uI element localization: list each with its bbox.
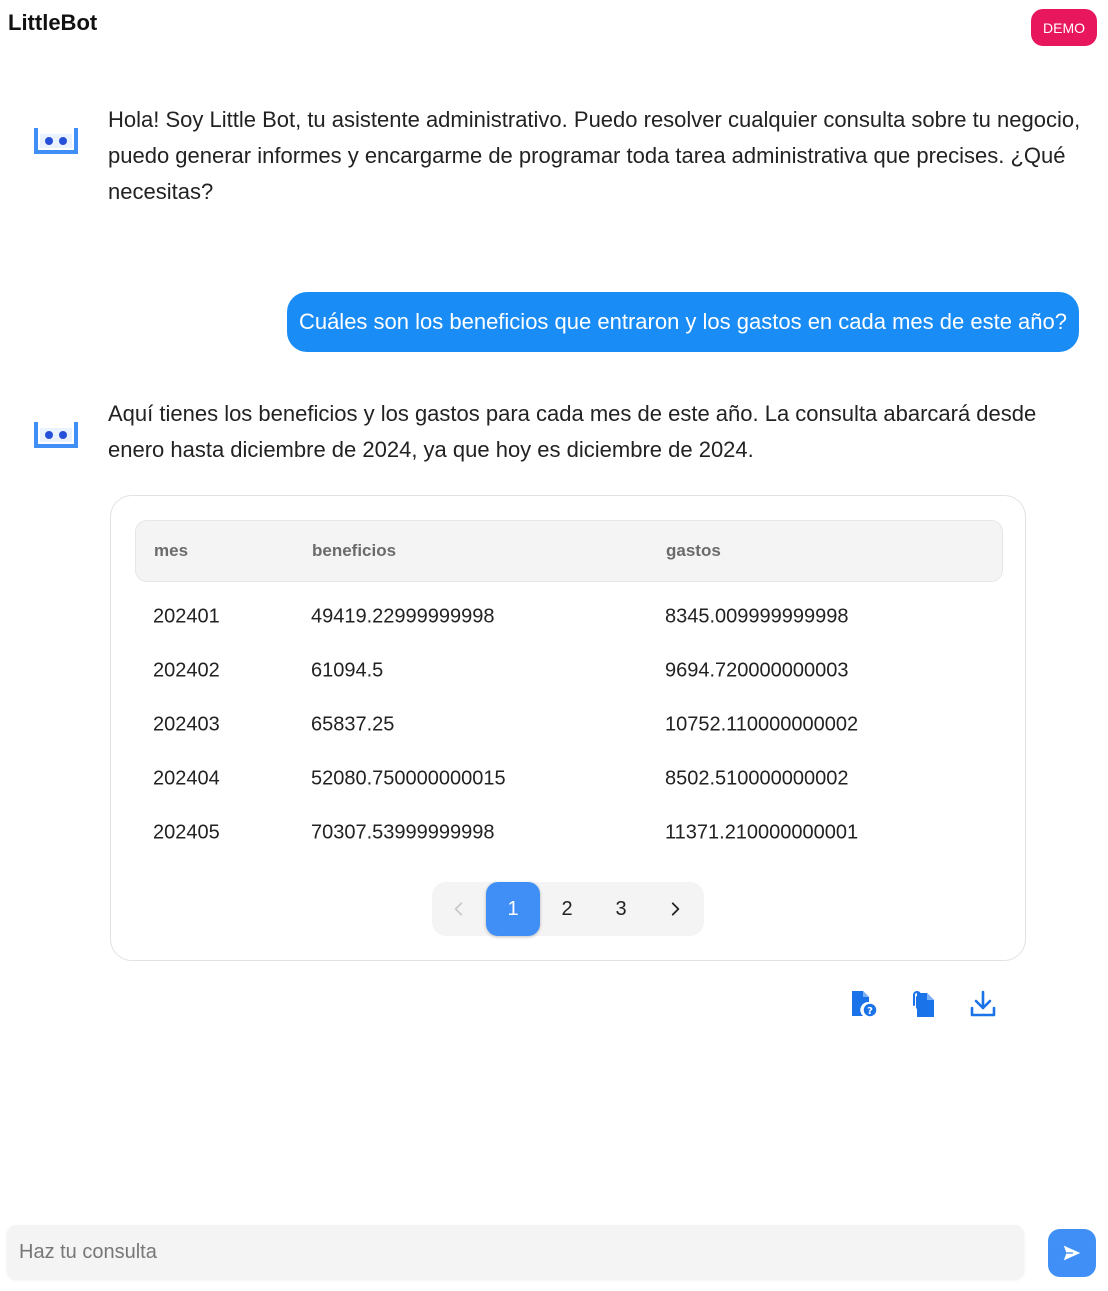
cell-gastos: 10752.110000000002 — [665, 713, 859, 736]
bot-message — [34, 102, 1084, 210]
column-header-gastos[interactable]: gastos — [666, 541, 721, 560]
page-button-2[interactable]: 2 — [561, 897, 573, 920]
query-input[interactable] — [7, 1225, 1024, 1279]
copy-button[interactable] — [905, 986, 941, 1022]
cell-mes: 202403 — [153, 713, 220, 736]
demo-badge[interactable]: DEMO — [1031, 9, 1097, 46]
column-header-mes[interactable]: mes — [154, 541, 189, 560]
cell-beneficios: 65837.25 — [311, 713, 395, 736]
page-button-3[interactable]: 3 — [615, 897, 627, 920]
download-icon — [967, 988, 999, 1020]
chevron-left-icon — [450, 900, 468, 918]
column-header-beneficios[interactable]: beneficios — [312, 541, 397, 560]
cell-gastos: 9694.720000000003 — [665, 659, 849, 682]
bot-avatar-icon — [34, 416, 78, 452]
message-actions — [845, 986, 1001, 1022]
send-icon — [1061, 1242, 1083, 1264]
pagination — [432, 882, 704, 936]
app-title: LittleBot — [8, 10, 98, 35]
table-row — [135, 590, 1003, 644]
cell-beneficios: 70307.53999999998 — [311, 821, 495, 844]
user-message-bubble: Cuáles son los beneficios que entraron y los gastos en cada mes de este año? — [287, 292, 1079, 352]
cell-gastos: 8502.510000000002 — [665, 767, 849, 790]
send-button[interactable] — [1048, 1229, 1096, 1277]
svg-text:?: ? — [867, 1006, 873, 1017]
cell-mes: 202404 — [153, 767, 220, 790]
table-row — [135, 644, 1003, 698]
chevron-right-icon — [666, 900, 684, 918]
cell-mes: 202405 — [153, 821, 220, 844]
page-button-1[interactable]: 1 — [486, 882, 540, 936]
bot-message — [34, 396, 1084, 468]
results-table-card — [110, 495, 1026, 961]
copy-document-icon — [907, 988, 939, 1020]
prev-page-button[interactable] — [432, 882, 486, 936]
next-page-button[interactable] — [648, 882, 702, 936]
cell-beneficios: 61094.5 — [311, 659, 384, 682]
cell-mes: 202402 — [153, 659, 220, 682]
table-body — [135, 590, 1003, 860]
cell-mes: 202401 — [153, 605, 220, 628]
file-question-icon — [847, 988, 879, 1020]
table-row — [135, 752, 1003, 806]
table-row — [135, 806, 1003, 860]
download-button[interactable] — [965, 986, 1001, 1022]
cell-gastos: 11371.210000000001 — [665, 821, 859, 844]
table-row — [135, 698, 1003, 752]
cell-beneficios: 49419.22999999998 — [311, 605, 495, 628]
cell-beneficios: 52080.750000000015 — [311, 767, 506, 790]
table-header — [135, 520, 1003, 582]
bot-message-text: Aquí tienes los beneficios y los gastos para cada mes de este año. La consulta abarcará desde enero hasta diciembre de 2024, ya que hoy es diciembre de 2024. — [108, 401, 1037, 462]
cell-gastos: 8345.009999999998 — [665, 605, 849, 628]
bot-message-text: Hola! Soy Little Bot, tu asistente administrativo. Puedo resolver cualquier consulta sobre tu negocio, puedo generar informes y encargarme de programar toda tarea administrativa que precises. ¿Qué necesitas? — [108, 107, 1081, 204]
bot-avatar-icon — [34, 122, 78, 158]
explain-query-button[interactable] — [845, 986, 881, 1022]
query-input-container — [7, 1225, 1024, 1279]
